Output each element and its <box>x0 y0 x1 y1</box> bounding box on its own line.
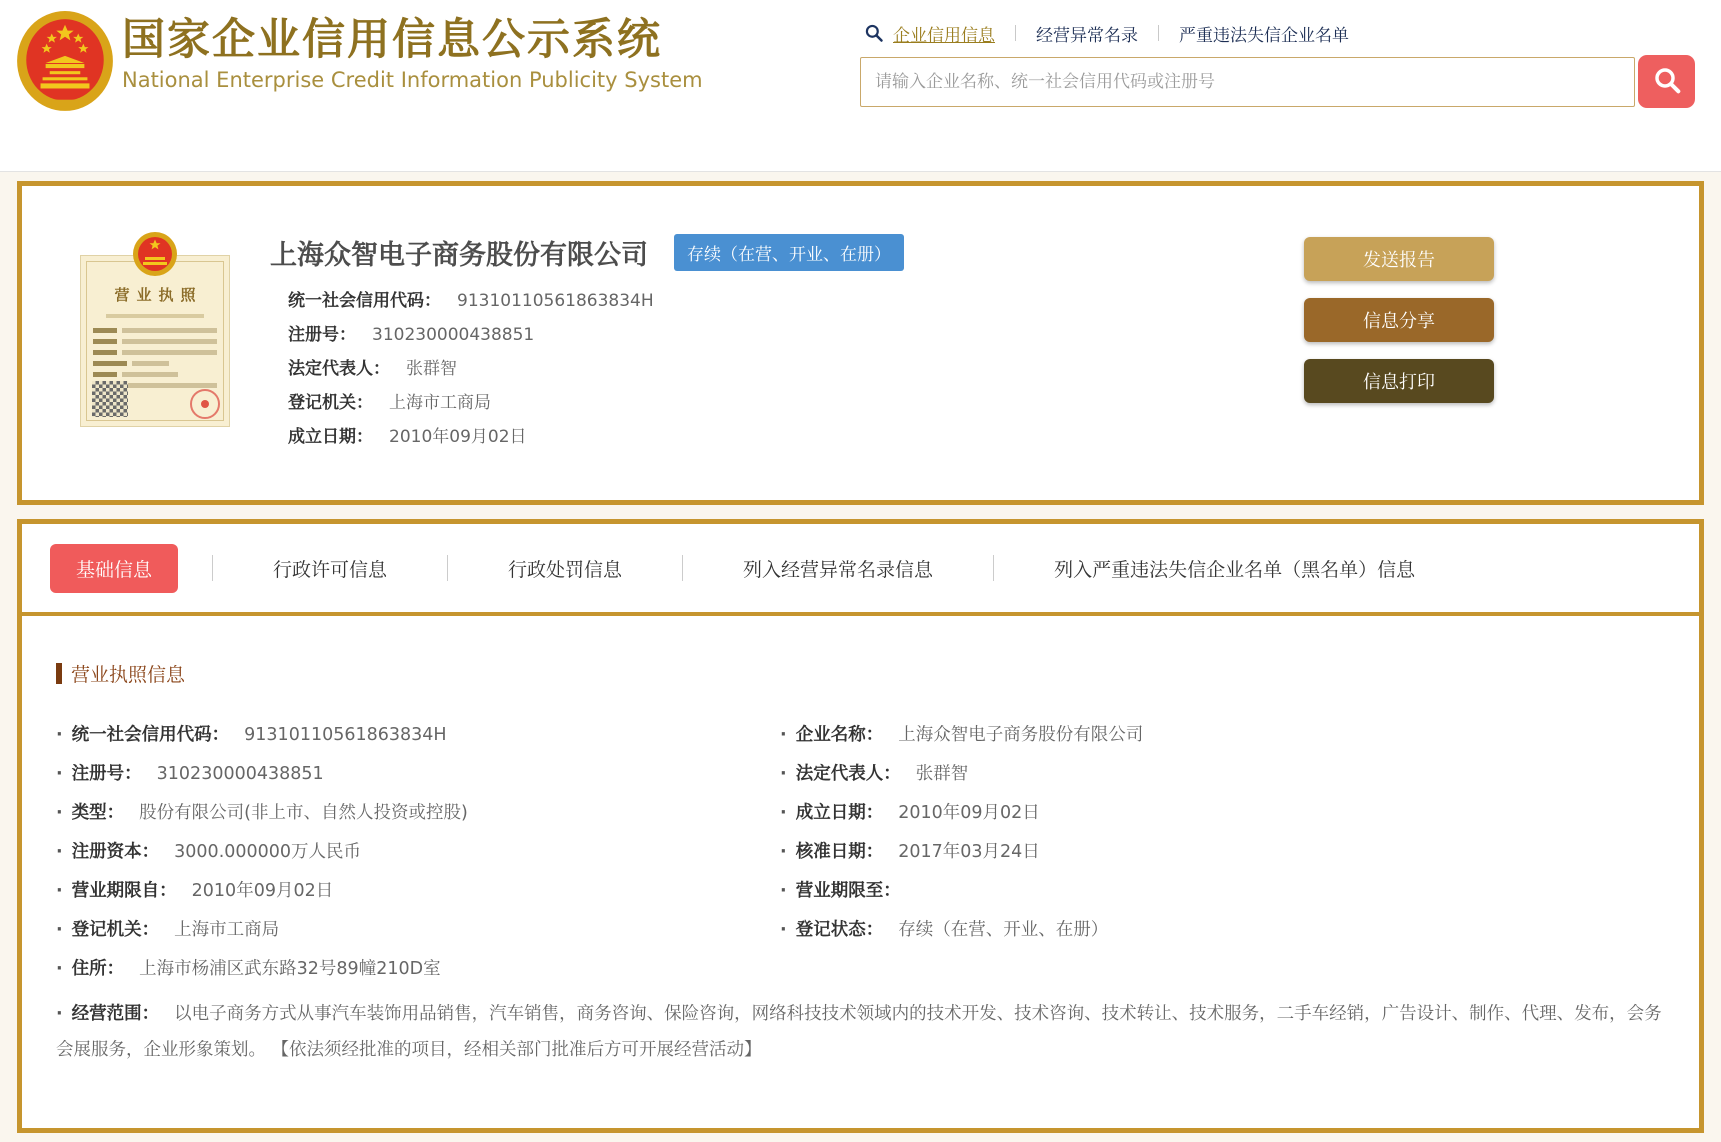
national-emblem-icon <box>14 10 116 120</box>
print-info-button[interactable]: 信息打印 <box>1304 359 1494 403</box>
field-value: 以电子商务方式从事汽车装饰用品销售，汽车销售，商务咨询、保险咨询，网络科技技术领域内的技术开发、技术咨询、技术转让、技术服务，二手车经销，广告设计、制作、代理、发布，会务会展服务，企业形象策划。 【依法须经批准的项目，经相关部门批准后方可开展经营活动】 <box>56 1004 1662 1060</box>
field-label: 注册资本： <box>71 842 160 862</box>
license-text-row <box>93 372 217 377</box>
action-buttons <box>1304 237 1494 460</box>
summary-field <box>270 290 1274 312</box>
nav-separator <box>1015 25 1016 41</box>
tab-separator <box>993 555 994 581</box>
field <box>56 723 780 747</box>
tab-blacklist[interactable]: 列入严重违法失信企业名单（黑名单）信息 <box>1054 558 1416 581</box>
search-icon <box>864 23 884 43</box>
nav-link-abnormal-operations[interactable]: 经营异常名录 <box>1036 25 1138 46</box>
field <box>780 801 1504 825</box>
tab-separator <box>447 555 448 581</box>
field-label: 企业名称： <box>795 725 884 745</box>
field-label: 登记状态： <box>795 920 884 940</box>
field-value: 2010年09月02日 <box>191 881 334 901</box>
tab-administrative-license[interactable]: 行政许可信息 <box>273 558 388 581</box>
heading-marker-bar <box>56 663 62 684</box>
field-label: 法定代表人： <box>288 359 390 379</box>
field-value: 310230000438851 <box>156 764 324 784</box>
field-value: 张群智 <box>406 359 457 379</box>
search-button[interactable] <box>1638 55 1695 108</box>
field-value: 2010年09月02日 <box>898 803 1040 823</box>
field-value: 91310110561863834H <box>457 291 654 311</box>
search-button-icon <box>1651 64 1683 99</box>
field-value: 上海市工商局 <box>389 393 491 413</box>
tab-administrative-penalty[interactable]: 行政处罚信息 <box>508 558 623 581</box>
license-red-seal <box>190 389 220 419</box>
summary-field <box>270 358 1274 380</box>
field <box>780 918 1504 942</box>
tab-separator <box>682 555 683 581</box>
site-subtitle: National Enterprise Credit Information Publicity System <box>122 68 703 93</box>
field <box>56 957 1665 981</box>
main-content <box>0 172 1721 1133</box>
search-bar <box>860 55 1695 108</box>
field-label: 成立日期： <box>288 427 373 447</box>
search-input[interactable] <box>860 57 1635 107</box>
field-label: 营业期限自： <box>71 881 177 901</box>
business-license-section <box>22 616 1699 1068</box>
field <box>780 879 1504 903</box>
company-summary-info <box>270 231 1274 460</box>
company-name: 上海众智电子商务股份有限公司 <box>270 240 648 271</box>
tab-basic-info[interactable]: 基础信息 <box>50 544 178 593</box>
nav-link-blacklist[interactable]: 严重违法失信企业名单 <box>1179 25 1349 46</box>
license-title: 营业执照 <box>114 286 203 304</box>
field <box>780 723 1504 747</box>
field-label: 类型： <box>71 803 125 823</box>
field-value: 2010年09月02日 <box>389 427 527 447</box>
license-qr-code <box>92 381 128 417</box>
field-value: 上海市杨浦区武东路32号89幢210D室 <box>139 959 441 979</box>
tab-bar <box>22 524 1699 612</box>
field-label: 注册号： <box>71 764 142 784</box>
tab-abnormal-operations-list[interactable]: 列入经营异常名录信息 <box>743 558 934 581</box>
field-value: 张群智 <box>915 764 969 784</box>
detail-card <box>17 519 1704 1133</box>
nav-link-enterprise-credit[interactable]: 企业信用信息 <box>893 25 995 46</box>
field <box>56 762 780 786</box>
field <box>56 918 780 942</box>
field-row <box>56 840 1665 864</box>
section-heading <box>56 660 1665 687</box>
field-value: 91310110561863834H <box>244 725 447 745</box>
field-row <box>56 762 1665 786</box>
site-title-block <box>122 16 703 92</box>
status-badge: 存续（在营、开业、在册） <box>674 234 904 271</box>
field-value: 股份有限公司(非上市、自然人投资或控股) <box>139 803 468 823</box>
field-label: 登记机关： <box>71 920 160 940</box>
site-title: 国家企业信用信息公示系统 <box>122 15 662 65</box>
business-license-thumbnail[interactable] <box>80 231 230 460</box>
field <box>780 762 1504 786</box>
send-report-button[interactable]: 发送报告 <box>1304 237 1494 281</box>
field-row <box>56 723 1665 747</box>
field <box>780 840 1504 864</box>
field-label: 统一社会信用代码： <box>288 291 441 311</box>
field-label: 核准日期： <box>795 842 884 862</box>
field-value: 3000.000000万人民币 <box>174 842 362 862</box>
license-text-row <box>93 350 217 355</box>
share-info-button[interactable]: 信息分享 <box>1304 298 1494 342</box>
field-label: 法定代表人： <box>795 764 901 784</box>
field-value: 2017年03月24日 <box>898 842 1040 862</box>
license-subline <box>106 314 204 318</box>
field-label: 注册号： <box>288 325 356 345</box>
field-label: 营业期限至： <box>795 881 901 901</box>
section-heading-text: 营业执照信息 <box>71 664 186 686</box>
field-value: 上海市工商局 <box>174 920 280 940</box>
field-row <box>56 801 1665 825</box>
field-label: 登记机关： <box>288 393 373 413</box>
summary-field <box>270 324 1274 346</box>
field-label: 统一社会信用代码： <box>71 725 230 745</box>
tab-separator <box>212 555 213 581</box>
summary-field <box>270 392 1274 414</box>
license-emblem-icon <box>132 231 178 281</box>
field-value: 310230000438851 <box>372 325 535 345</box>
field-value: 上海众智电子商务股份有限公司 <box>898 725 1144 745</box>
field-label: 经营范围： <box>71 1004 160 1024</box>
field <box>56 879 780 903</box>
field <box>56 801 780 825</box>
field-value: 存续（在营、开业、在册） <box>898 920 1109 940</box>
field <box>56 840 780 864</box>
field-row <box>56 879 1665 903</box>
business-scope-row <box>56 996 1665 1068</box>
company-name-row <box>270 233 1274 272</box>
license-text-row <box>93 328 217 333</box>
company-summary-card <box>17 181 1704 505</box>
header-search-area <box>860 18 1695 108</box>
license-text-row <box>93 339 217 344</box>
field-label: 成立日期： <box>795 803 884 823</box>
summary-field <box>270 426 1274 448</box>
field-row <box>56 957 1665 981</box>
site-header <box>0 0 1721 172</box>
search-type-nav <box>864 18 1695 48</box>
field-row <box>56 918 1665 942</box>
nav-separator <box>1158 25 1159 41</box>
field-label: 住所： <box>71 959 125 979</box>
license-text-row <box>93 361 217 366</box>
